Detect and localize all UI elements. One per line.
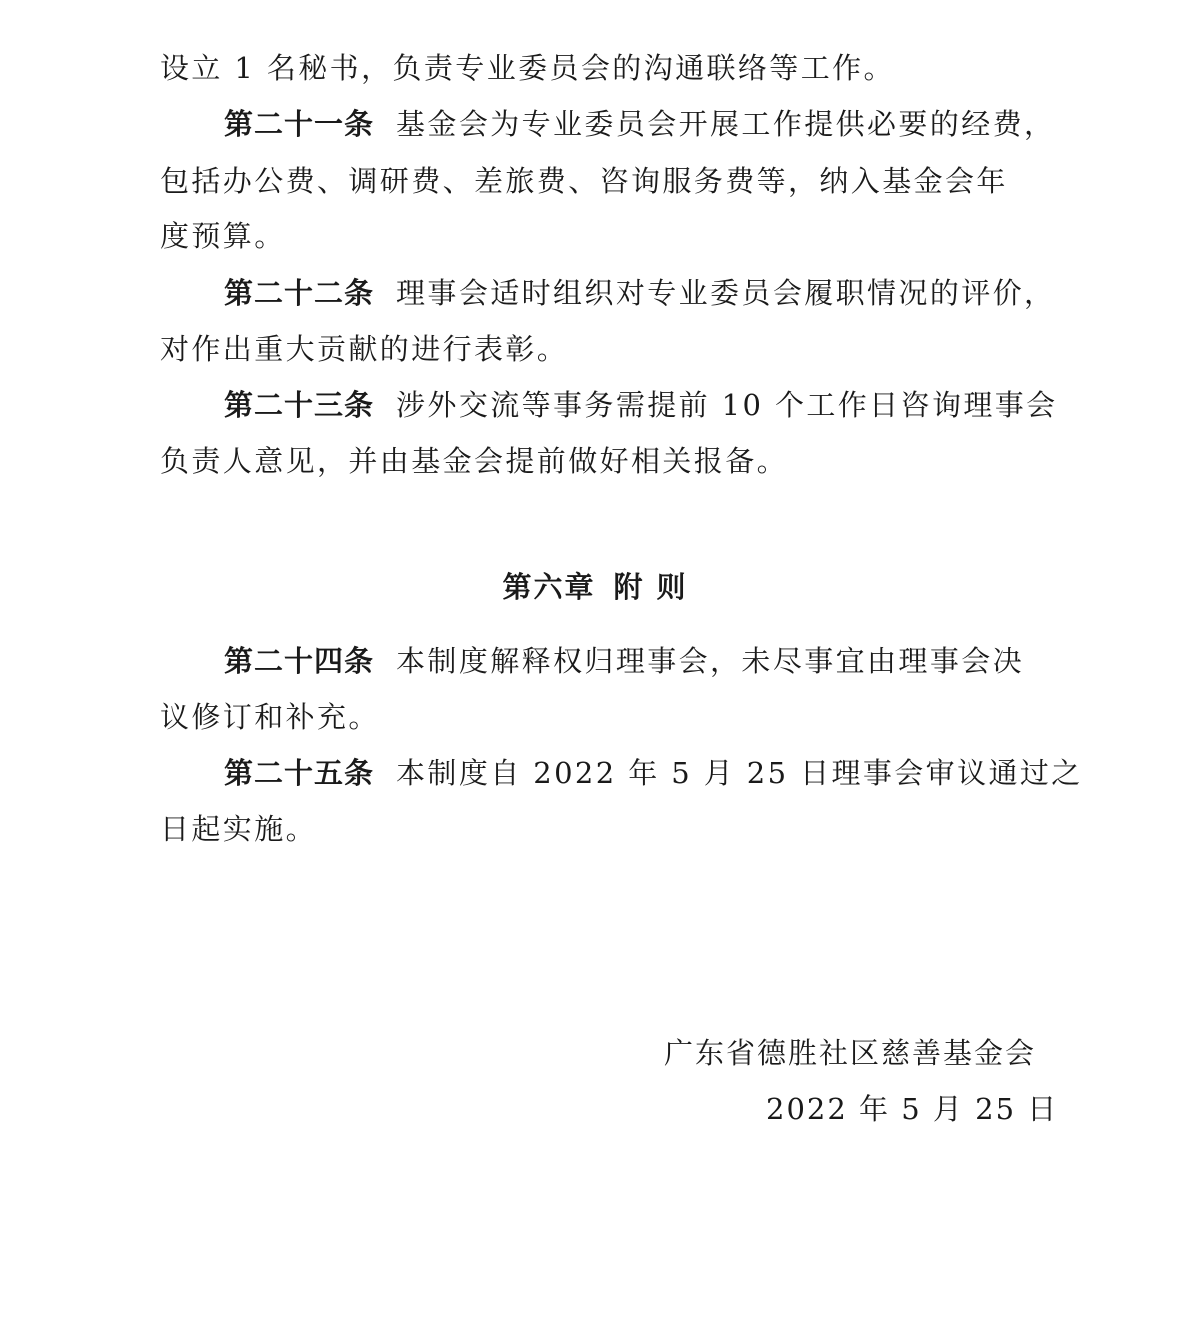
- article-21-label: 第二十一条: [224, 107, 375, 141]
- signature-organization: 广东省德胜社区慈善基金会: [664, 1036, 1037, 1070]
- article-21-text: 基金会为专业委员会开展工作提供必要的经费，: [396, 107, 1056, 141]
- article-21-first-line: [224, 104, 1055, 144]
- article-22-first-line: [224, 273, 1055, 313]
- article-25-first-line: [224, 753, 1083, 793]
- article-23-line-2: 负责人意见，并由基金会提前做好相关报备。: [160, 444, 789, 478]
- signature-date: 2022 年 5 月 25 日: [766, 1092, 1059, 1126]
- article-23-first-line: [224, 385, 1058, 425]
- article-25-text: 本制度自 2022 年 5 月 25 日理事会审议通过之: [396, 756, 1083, 790]
- article-21-line-3: 度预算。: [160, 219, 286, 253]
- intro-line: 设立 1 名秘书，负责专业委员会的沟通联络等工作。: [160, 51, 895, 85]
- article-24-line-2: 议修订和补充。: [160, 700, 380, 734]
- article-24-text: 本制度解释权归理事会，未尽事宜由理事会决: [396, 644, 1025, 678]
- article-25-label: 第二十五条: [224, 756, 375, 790]
- chapter-heading: [0, 567, 1190, 607]
- article-23-label: 第二十三条: [224, 388, 375, 422]
- chapter-title: 附 则: [613, 570, 688, 604]
- article-23-text: 涉外交流等事务需提前 10 个工作日咨询理事会: [396, 388, 1058, 422]
- article-25-line-2: 日起实施。: [160, 812, 318, 846]
- chapter-number: 第六章: [502, 570, 596, 604]
- article-22-text: 理事会适时组织对专业委员会履职情况的评价，: [396, 276, 1056, 310]
- article-24-label: 第二十四条: [224, 644, 375, 678]
- article-22-label: 第二十二条: [224, 276, 375, 310]
- article-22-line-2: 对作出重大贡献的进行表彰。: [160, 332, 569, 366]
- article-21-line-2: 包括办公费、调研费、差旅费、咨询服务费等，纳入基金会年: [160, 164, 1008, 198]
- article-24-first-line: [224, 641, 1024, 681]
